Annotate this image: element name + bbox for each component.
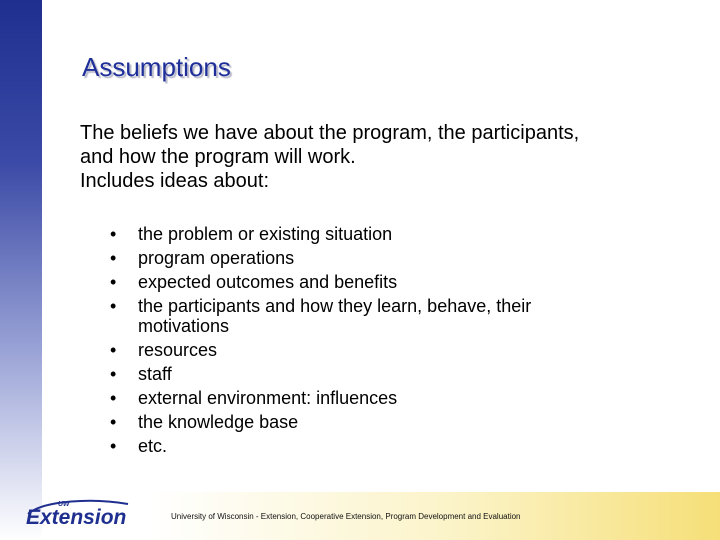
bullet-icon: •: [110, 340, 117, 360]
uw-extension-logo: [24, 494, 134, 530]
logo-small-text: UW: [58, 501, 70, 508]
bullet-icon: •: [110, 388, 117, 408]
list-item-text: etc.: [138, 436, 168, 456]
bullet-list: [110, 224, 610, 460]
bullet-icon: •: [110, 436, 117, 456]
bullet-icon: •: [110, 248, 117, 268]
list-item: [110, 412, 610, 432]
list-item: [110, 224, 610, 244]
list-item-text: the participants and how they learn, behave, their motivations: [138, 296, 532, 336]
list-item: [110, 436, 610, 456]
list-item-text: program operations: [138, 248, 295, 268]
slide-title: Assumptions: [82, 52, 231, 82]
list-item-text: the problem or existing situation: [138, 224, 393, 244]
list-item-text: staff: [138, 364, 172, 384]
list-item: [110, 248, 610, 268]
list-item: [110, 340, 610, 360]
bullet-icon: •: [110, 364, 117, 384]
logo-word: Extension: [26, 506, 127, 529]
intro-line: and how the program will work.: [80, 146, 356, 168]
list-item: [110, 272, 610, 292]
footer-text: University of Wisconsin - Extension, Cooperative Extension, Program Development and Evaluation: [171, 512, 521, 521]
bullet-icon: •: [110, 224, 117, 244]
intro-line: The beliefs we have about the program, the participants,: [80, 122, 580, 144]
bullet-icon: •: [110, 412, 117, 432]
list-item-text: resources: [138, 340, 218, 360]
list-item: [110, 364, 610, 384]
list-item: [110, 296, 610, 336]
bullet-icon: •: [110, 296, 117, 316]
list-item: [110, 388, 610, 408]
intro-text: [80, 121, 700, 193]
list-item-text: external environment: influences: [138, 388, 398, 408]
bullet-icon: •: [110, 272, 117, 292]
intro-line: Includes ideas about:: [80, 170, 270, 192]
left-accent-bar: [0, 0, 42, 540]
list-item-text: the knowledge base: [138, 412, 299, 432]
list-item-text: expected outcomes and benefits: [138, 272, 398, 292]
